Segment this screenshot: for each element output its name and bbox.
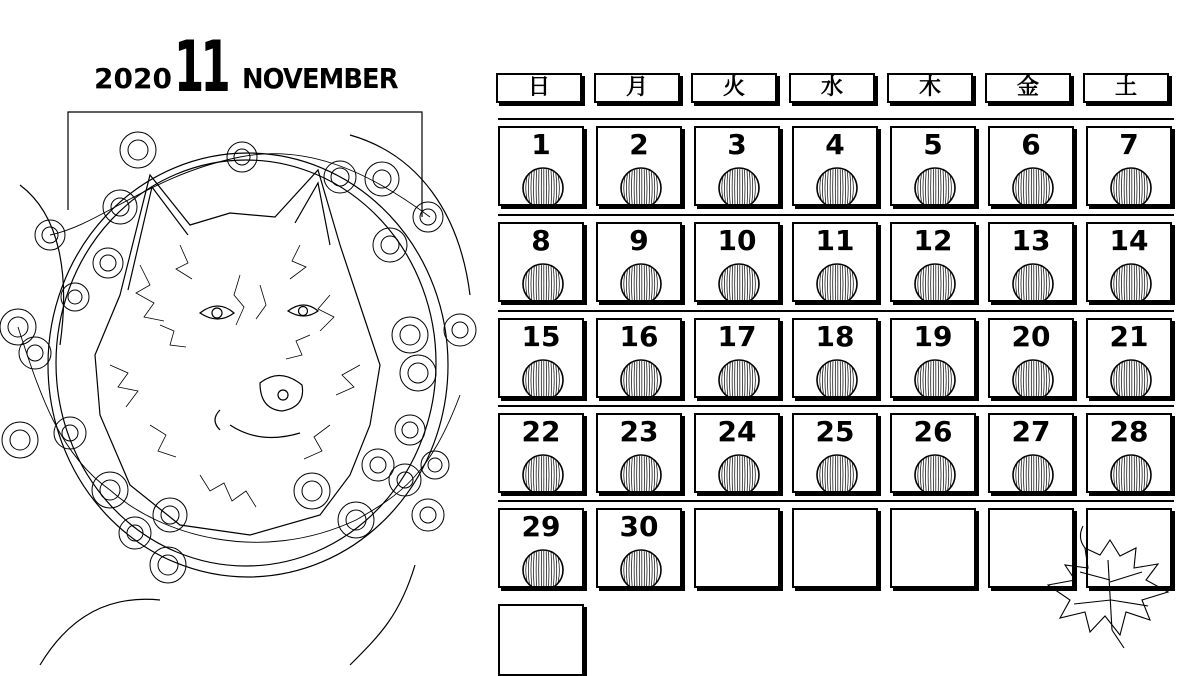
day-cell (890, 126, 976, 206)
maple-leaf-icon (1040, 520, 1180, 650)
empty-day-cell (498, 604, 584, 676)
day-number: 3 (727, 128, 747, 161)
week-divider (498, 214, 1174, 216)
day-cell (1086, 413, 1172, 493)
day-number: 4 (825, 128, 845, 161)
striped-ball-icon (717, 262, 761, 306)
day-cell (792, 222, 878, 302)
day-cell (498, 318, 584, 398)
month-name: NOVEMBER (242, 62, 398, 95)
day-number: 25 (815, 415, 855, 448)
day-number: 6 (1021, 128, 1041, 161)
year-label: 2020 (94, 62, 172, 95)
striped-ball-icon (521, 166, 565, 210)
month-number: 11 (174, 26, 227, 108)
day-cell (792, 413, 878, 493)
day-number: 30 (619, 510, 659, 543)
day-cell (596, 413, 682, 493)
day-cell (498, 413, 584, 493)
striped-ball-icon (521, 358, 565, 402)
striped-ball-icon (815, 166, 859, 210)
day-cell (1086, 222, 1172, 302)
weekday-saturday: 土 (1083, 73, 1169, 103)
striped-ball-icon (913, 358, 957, 402)
day-number: 27 (1011, 415, 1051, 448)
weekday-friday: 金 (985, 73, 1071, 103)
day-number: 14 (1109, 224, 1149, 257)
striped-ball-icon (717, 166, 761, 210)
day-number: 23 (619, 415, 659, 448)
day-cell (988, 222, 1074, 302)
day-cell (792, 318, 878, 398)
empty-day-cell (694, 508, 780, 588)
day-number: 12 (913, 224, 953, 257)
day-cell (596, 222, 682, 302)
striped-ball-icon (1011, 166, 1055, 210)
day-cell (988, 318, 1074, 398)
wolf-illustration-icon (0, 95, 480, 675)
day-number: 20 (1011, 320, 1051, 353)
day-number: 13 (1011, 224, 1051, 257)
week-divider (498, 118, 1174, 120)
day-cell (498, 126, 584, 206)
day-cell (498, 222, 584, 302)
weekday-monday: 月 (594, 73, 680, 103)
day-number: 24 (717, 415, 757, 448)
striped-ball-icon (1109, 166, 1153, 210)
day-number: 7 (1119, 128, 1139, 161)
day-number: 19 (913, 320, 953, 353)
weekday-wednesday: 水 (789, 73, 875, 103)
day-number: 5 (923, 128, 943, 161)
day-cell (988, 413, 1074, 493)
weekday-sunday: 日 (496, 73, 582, 103)
day-number: 16 (619, 320, 659, 353)
striped-ball-icon (1011, 453, 1055, 497)
weekday-thursday: 木 (887, 73, 973, 103)
striped-ball-icon (1109, 453, 1153, 497)
day-cell (1086, 318, 1172, 398)
striped-ball-icon (521, 453, 565, 497)
day-cell (498, 508, 584, 588)
day-number: 1 (531, 128, 551, 161)
day-cell (890, 222, 976, 302)
striped-ball-icon (1109, 262, 1153, 306)
day-number: 18 (815, 320, 855, 353)
striped-ball-icon (1109, 358, 1153, 402)
day-cell (694, 413, 780, 493)
striped-ball-icon (815, 453, 859, 497)
striped-ball-icon (619, 358, 663, 402)
striped-ball-icon (717, 358, 761, 402)
week-divider (498, 405, 1174, 407)
striped-ball-icon (913, 262, 957, 306)
striped-ball-icon (619, 548, 663, 592)
day-number: 29 (521, 510, 561, 543)
weekday-tuesday: 火 (691, 73, 777, 103)
day-cell (596, 126, 682, 206)
striped-ball-icon (521, 548, 565, 592)
striped-ball-icon (1011, 358, 1055, 402)
week-divider (498, 500, 1174, 502)
day-number: 10 (717, 224, 757, 257)
day-cell (694, 126, 780, 206)
day-number: 9 (629, 224, 649, 257)
day-number: 11 (815, 224, 855, 257)
striped-ball-icon (815, 262, 859, 306)
day-cell (1086, 126, 1172, 206)
striped-ball-icon (717, 453, 761, 497)
striped-ball-icon (815, 358, 859, 402)
day-cell (988, 126, 1074, 206)
day-number: 22 (521, 415, 561, 448)
day-cell (890, 318, 976, 398)
day-number: 17 (717, 320, 757, 353)
striped-ball-icon (619, 166, 663, 210)
empty-day-cell (792, 508, 878, 588)
day-cell (890, 413, 976, 493)
striped-ball-icon (1011, 262, 1055, 306)
day-number: 21 (1109, 320, 1149, 353)
day-number: 26 (913, 415, 953, 448)
day-number: 28 (1109, 415, 1149, 448)
striped-ball-icon (619, 453, 663, 497)
striped-ball-icon (913, 453, 957, 497)
day-number: 2 (629, 128, 649, 161)
day-cell (596, 508, 682, 588)
day-cell (694, 318, 780, 398)
day-cell (694, 222, 780, 302)
day-cell (596, 318, 682, 398)
striped-ball-icon (913, 166, 957, 210)
day-cell (792, 126, 878, 206)
striped-ball-icon (521, 262, 565, 306)
day-number: 15 (521, 320, 561, 353)
week-divider (498, 310, 1174, 312)
striped-ball-icon (619, 262, 663, 306)
day-number: 8 (531, 224, 551, 257)
empty-day-cell (890, 508, 976, 588)
